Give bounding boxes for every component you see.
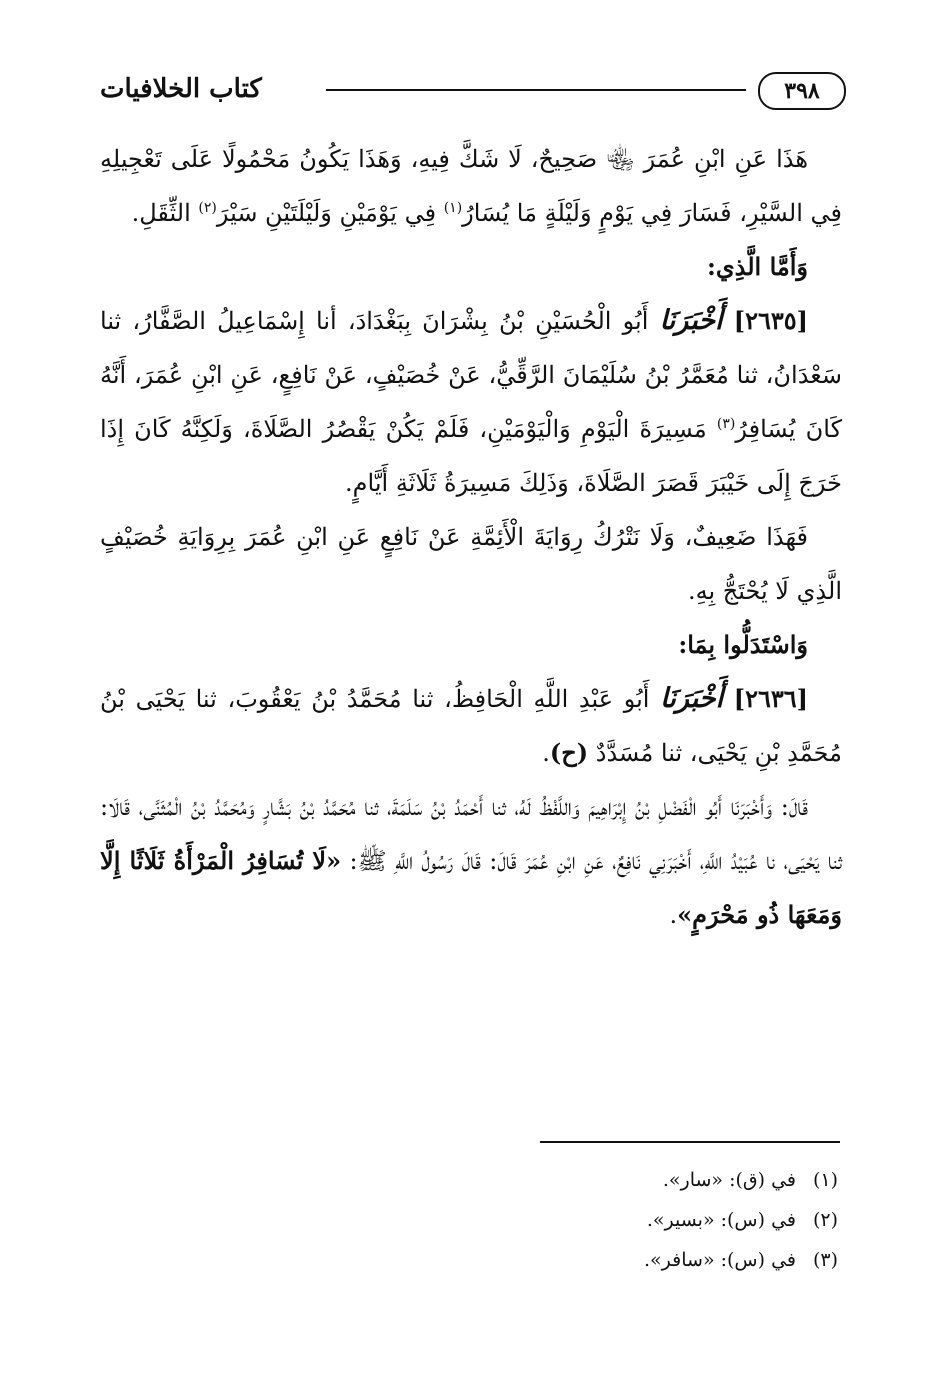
- page-header: [100, 58, 846, 122]
- footnote-number: (١): [812, 1169, 838, 1191]
- footnote-text: في (س): «بسير».: [646, 1209, 796, 1231]
- footnote-item: [438, 1240, 838, 1280]
- footnote-number: (٣): [812, 1249, 838, 1271]
- prophetic-saying: «لَا تُسَافِرُ الْمَرْأَةُ ثَلَاثًا إِلَّا وَمَعَهَا ذُو مَحْرَمٍ»: [100, 846, 842, 929]
- footnote-ref-2: (٢): [198, 200, 217, 216]
- footnote-item: [438, 1160, 838, 1200]
- paragraph-text: هَذَا عَنِ ابْنِ عُمَرَ ﵄ صَحِيحٌ، لَا شَكَّ فِيهِ، وَهَذَا يَكُونُ مَحْمُولًا عَلَى تَعْجِيلِهِ فِي السَّيْرِ، فَسَارَ فِي يَوْمٍ وَلَيْلَةٍ مَا يُسَارُ: [100, 145, 842, 227]
- footnote-ref-3: (٣): [716, 416, 736, 432]
- hadith-number: [٢٦٣٥]: [733, 306, 808, 335]
- footnote-text: في (ق): «سار».: [662, 1169, 796, 1191]
- paragraph-text: .: [669, 901, 678, 929]
- akhbarana-word: أَخْبَرَنَا: [659, 305, 723, 336]
- hadith-2636: [100, 672, 842, 780]
- paragraph-weak: فَهَذَا ضَعِيفٌ، وَلَا نَتْرُكُ رِوَايَةَ الْأَئِمَّةِ عَنْ نَافِعٍ عَنِ ابْنِ عُمَرَ بِرِوَايَةِ خُصَيْفٍ الَّذِي لَا يُحْتَجُّ بِهِ.: [100, 523, 842, 605]
- paragraph-text: فِي يَوْمَيْنِ وَلَيْلَتَيْنِ سَيْرَ: [216, 199, 444, 227]
- hadith-text: أَبُو الْحُسَيْنِ بْنُ بِشْرَانَ بِبَغْدَادَ، أنا إِسْمَاعِيلُ الصَّفَّارُ، ثنا سَعْدَانُ، ثنا مُعَمَّرُ بْنُ سُلَيْمَانَ الرَّقِّيُّ، عَنْ خُصَيْفٍ، عَنْ نَافِعٍ، عَنِ ابْنِ عُمَرَ، أَنَّهُ كَانَ يُسَافِرُ: [100, 307, 842, 443]
- hadith-text: مَسِيرَةَ الْيَوْمِ وَالْيَوْمَيْنِ، فَلَمْ يَكُنْ يَقْصُرُ الصَّلَاةَ، وَلَكِنَّهُ كَانَ إِذَا خَرَجَ إِلَى خَيْبَرَ قَصَرَ الصَّلَاةَ، وَذَلِكَ مَسِيرَةُ ثَلَاثَةِ أَيَّامٍ.: [100, 415, 842, 497]
- book-title: كتاب الخلافيات: [100, 74, 262, 104]
- akhbarana-word: أَخْبَرَنَا: [660, 683, 724, 714]
- hadith-text: .: [542, 739, 550, 767]
- hadith-number: [٢٦٣٦]: [733, 684, 808, 713]
- footnote-ref-1: (١): [443, 200, 463, 216]
- paragraph-qala: [100, 780, 842, 942]
- paragraph-text: قَالَ: وَأَخْبَرَنَا أَبُو الْفَضْلِ بْنُ إِبْرَاهِيمَ وَاللَّفْظُ لَهُ، ثنا أَحْمَدُ بْنُ سَلَمَةَ، ثنا مُحَمَّدُ بْنُ بَشَّارٍ وَمُحَمَّدُ بْنُ الْمُثَنَّى، قَالَا: ثنا يَحْيَى، نا عُبَيْدُ اللَّهِ، أَخْبَرَنِي نَافِعٌ، عَنِ ابْنِ عُمَرَ قَالَ: قَالَ رَسُولُ اللَّهِ ﷺ:: [100, 793, 842, 875]
- paragraph-text: الثِّقَلِ.: [131, 199, 199, 227]
- main-text: [100, 132, 842, 942]
- footnote-number: (٢): [812, 1209, 838, 1231]
- tahwil-symbol: (ح): [549, 738, 589, 767]
- footnote-text: في (س): «سافر».: [644, 1249, 796, 1271]
- section-heading-1: وَأَمَّا الَّذِي:: [706, 252, 808, 281]
- section-heading-2: وَاسْتَدَلُّوا بِمَا:: [678, 630, 808, 659]
- hadith-2635: [100, 294, 842, 510]
- paragraph-intro: [100, 132, 842, 240]
- page-number: ٣٩٨: [758, 72, 846, 110]
- hadith-text: أَبُو عَبْدِ اللَّهِ الْحَافِظُ، ثنا مُحَمَّدُ بْنُ يَعْقُوبَ، ثنا يَحْيَى بْنُ مُحَمَّدِ بْنِ يَحْيَى، ثنا مُسَدَّدٌ: [100, 685, 842, 767]
- footnotes: [438, 1160, 838, 1280]
- footnote-item: [438, 1200, 838, 1240]
- header-rule: [326, 89, 746, 91]
- footnote-separator: [540, 1141, 840, 1143]
